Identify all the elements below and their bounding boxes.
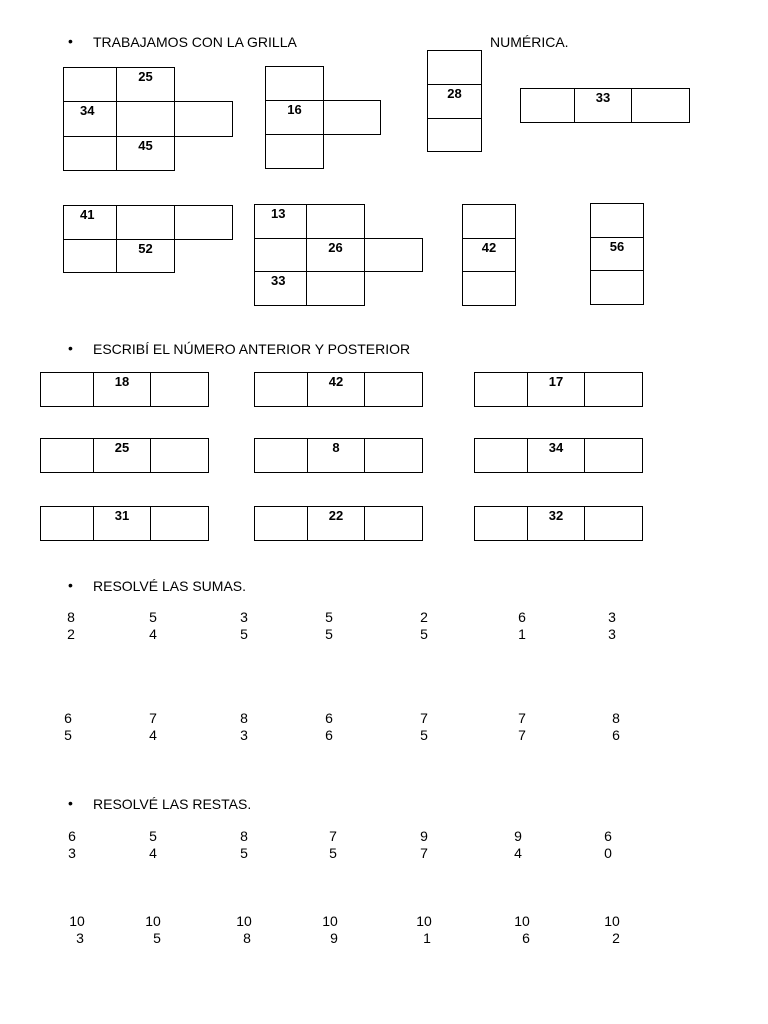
bottom-number: 4: [149, 845, 157, 861]
answer-cell[interactable]: [364, 372, 423, 407]
top-number: 10: [416, 913, 432, 929]
grid-cell: [323, 100, 381, 135]
bottom-number: 3: [608, 626, 616, 642]
top-number: 8: [240, 828, 248, 844]
top-number: 10: [514, 913, 530, 929]
heading-grilla: TRABAJAMOS CON LA GRILLA: [93, 34, 297, 50]
grid-cell: 45: [116, 136, 175, 171]
top-number: 6: [604, 828, 612, 844]
bottom-number: 5: [325, 626, 333, 642]
grid-cell: 13: [254, 204, 307, 239]
grid-cell: [631, 88, 690, 123]
answer-cell[interactable]: [40, 438, 94, 473]
bottom-number: 3: [68, 845, 76, 861]
given-number-cell: 8: [307, 438, 365, 473]
grid-cell: [364, 238, 423, 272]
bottom-number: 3: [76, 930, 84, 946]
top-number: 9: [420, 828, 428, 844]
top-number: 8: [67, 609, 75, 625]
answer-cell[interactable]: [474, 438, 528, 473]
bottom-number: 4: [514, 845, 522, 861]
grid-cell: [462, 271, 516, 306]
grid-cell: [63, 136, 117, 171]
heading-sumas: RESOLVÉ LAS SUMAS.: [93, 578, 247, 594]
top-number: 3: [608, 609, 616, 625]
answer-cell[interactable]: [584, 372, 643, 407]
grid-cell: 56: [590, 237, 644, 271]
top-number: 7: [420, 710, 428, 726]
bottom-number: 7: [420, 845, 428, 861]
top-number: 6: [68, 828, 76, 844]
bottom-number: 3: [240, 727, 248, 743]
grid-cell: [174, 101, 233, 137]
grid-cell: [427, 118, 482, 152]
bottom-number: 8: [243, 930, 251, 946]
given-number-cell: 25: [93, 438, 151, 473]
answer-cell[interactable]: [254, 438, 308, 473]
top-number: 6: [518, 609, 526, 625]
grid-cell: [520, 88, 575, 123]
top-number: 7: [329, 828, 337, 844]
top-number: 5: [325, 609, 333, 625]
answer-cell[interactable]: [474, 506, 528, 541]
grid-cell: [590, 203, 644, 238]
grid-cell: [63, 239, 117, 273]
answer-cell[interactable]: [364, 506, 423, 541]
grid-cell: 34: [63, 101, 117, 137]
grid-cell: [265, 66, 324, 101]
given-number-cell: 31: [93, 506, 151, 541]
grid-cell: [254, 238, 307, 272]
top-number: 3: [240, 609, 248, 625]
grid-cell: 52: [116, 239, 175, 273]
answer-cell[interactable]: [254, 506, 308, 541]
answer-cell[interactable]: [150, 506, 209, 541]
grid-cell: 25: [116, 67, 175, 102]
grid-cell: [590, 270, 644, 305]
answer-cell[interactable]: [40, 506, 94, 541]
grid-cell: [116, 205, 175, 240]
given-number-cell: 34: [527, 438, 585, 473]
grid-cell: [306, 204, 365, 239]
grid-cell: [306, 271, 365, 306]
grid-cell: 41: [63, 205, 117, 240]
grid-cell: [63, 67, 117, 102]
top-number: 2: [420, 609, 428, 625]
bullet-grilla: •: [68, 33, 73, 49]
bottom-number: 2: [612, 930, 620, 946]
grid-cell: 28: [427, 84, 482, 119]
answer-cell[interactable]: [150, 372, 209, 407]
top-number: 7: [149, 710, 157, 726]
answer-cell[interactable]: [584, 438, 643, 473]
top-number: 6: [325, 710, 333, 726]
top-number: 10: [69, 913, 85, 929]
top-number: 10: [604, 913, 620, 929]
bottom-number: 2: [67, 626, 75, 642]
bottom-number: 6: [522, 930, 530, 946]
heading-restas: RESOLVÉ LAS RESTAS.: [93, 796, 252, 812]
bottom-number: 1: [518, 626, 526, 642]
given-number-cell: 32: [527, 506, 585, 541]
bottom-number: 5: [420, 727, 428, 743]
bullet-sumas: •: [68, 577, 73, 593]
grid-cell: 16: [265, 100, 324, 135]
top-number: 5: [149, 609, 157, 625]
bottom-number: 4: [149, 727, 157, 743]
top-number: 6: [64, 710, 72, 726]
bottom-number: 4: [149, 626, 157, 642]
answer-cell[interactable]: [40, 372, 94, 407]
grid-cell: 42: [462, 238, 516, 272]
top-number: 9: [514, 828, 522, 844]
heading-anterior-posterior: ESCRIBÍ EL NÚMERO ANTERIOR Y POSTERIOR: [93, 341, 411, 357]
grid-cell: 33: [254, 271, 307, 306]
bottom-number: 5: [240, 626, 248, 642]
answer-cell[interactable]: [474, 372, 528, 407]
answer-cell[interactable]: [364, 438, 423, 473]
top-number: 10: [236, 913, 252, 929]
answer-cell[interactable]: [254, 372, 308, 407]
top-number: 5: [149, 828, 157, 844]
bottom-number: 1: [423, 930, 431, 946]
top-number: 10: [145, 913, 161, 929]
grid-cell: [116, 101, 175, 137]
heading-grilla-numerica: NUMÉRICA.: [490, 34, 569, 50]
top-number: 10: [322, 913, 338, 929]
bottom-number: 7: [518, 727, 526, 743]
answer-cell[interactable]: [584, 506, 643, 541]
bottom-number: 6: [325, 727, 333, 743]
bullet-anterior: •: [68, 340, 73, 356]
top-number: 8: [240, 710, 248, 726]
given-number-cell: 17: [527, 372, 585, 407]
given-number-cell: 18: [93, 372, 151, 407]
top-number: 7: [518, 710, 526, 726]
bottom-number: 5: [420, 626, 428, 642]
grid-cell: [427, 50, 482, 85]
grid-cell: [462, 204, 516, 239]
bottom-number: 5: [64, 727, 72, 743]
bottom-number: 5: [329, 845, 337, 861]
given-number-cell: 22: [307, 506, 365, 541]
bullet-restas: •: [68, 795, 73, 811]
grid-cell: [174, 205, 233, 240]
bottom-number: 6: [612, 727, 620, 743]
answer-cell[interactable]: [150, 438, 209, 473]
bottom-number: 5: [153, 930, 161, 946]
bottom-number: 0: [604, 845, 612, 861]
given-number-cell: 42: [307, 372, 365, 407]
grid-cell: [265, 134, 324, 169]
bottom-number: 9: [330, 930, 338, 946]
grid-cell: 26: [306, 238, 365, 272]
bottom-number: 5: [240, 845, 248, 861]
top-number: 8: [612, 710, 620, 726]
grid-cell: 33: [574, 88, 632, 123]
